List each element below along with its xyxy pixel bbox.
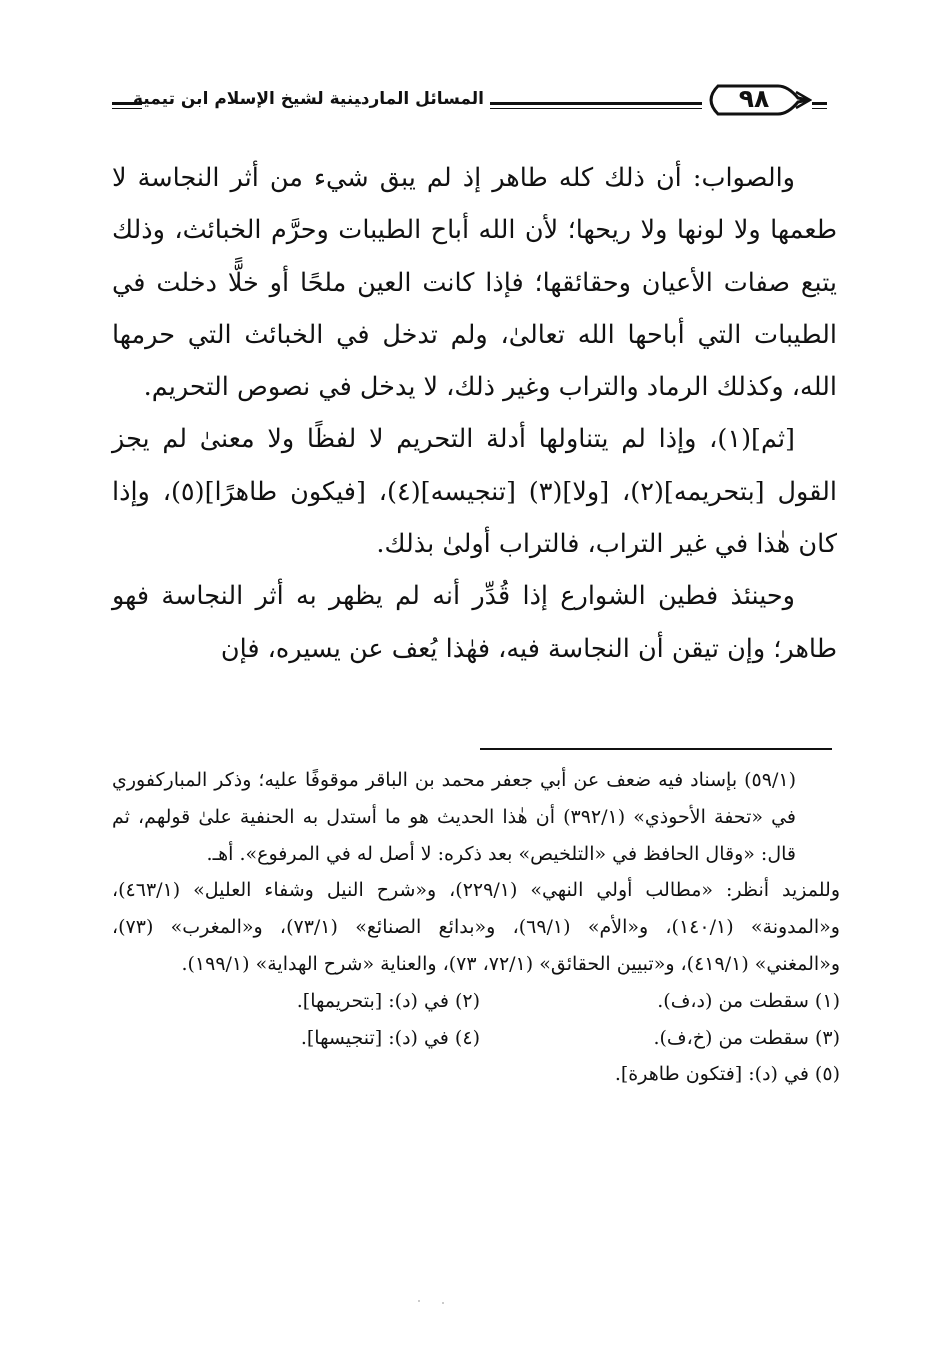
- footnote-5: (٥) في (د): [فتكون طاهرة].: [614, 1063, 840, 1086]
- footnote-separator: [480, 748, 832, 750]
- paragraph-2: [ثم](١)، وإذا لم يتناولها أدلة التحريم لا لفظًا ولا معنىٰ لم يجز القول [بتحريمه](٢)، [ولا](٣) [تنجيسه](٤)، [فيكون طاهرًا](٥)، وإذا كان هٰذا في غير التراب، فالتراب أولىٰ بذلك.: [112, 424, 837, 560]
- footnote-row-1: [112, 983, 840, 1020]
- header-rule-right: [812, 102, 827, 105]
- scan-speck: [418, 1300, 420, 1302]
- footnote-continuation: (٥٩/١) بإسناد فيه ضعف عن أبي جعفر محمد بن الباقر موقوفًا عليه؛ وذكر المباركفوري في «تحفة الأحوذي» (٣٩٢/١) أن هٰذا الحديث هو ما أستدل به الحنفية علىٰ قولهم، ثم قال: «وقال الحافظ في «التلخيص» بعد ذكره: لا أصل له في المرفوع». أهـ.: [112, 769, 796, 865]
- footnote-row-3: [112, 1056, 840, 1093]
- footnote-2: (٢) في (د): [بتحريمها].: [296, 989, 480, 1012]
- running-title: المسائل المارد‍ينية لشيخ الإسلام ابن تيمية: [133, 89, 484, 109]
- footnote-further-reading: وللمزيد أنظر: «مطالب أولي النهي» (٢٢٩/١)، و«شرح النيل وشفاء العليل» (٤٦٣/١)، و«المدونة» (١٤٠/١)، و«الأم» (٦٩/١)، و«بدائع الصنائع» (٧٣/١)، و«المغرب» (٧٣)، و«المغني» (٤١٩/١)، و«تبيين الحقائق» (٧٢/١، ٧٣)، والعناية «شرح الهداية» (١٩٩/١).: [112, 879, 840, 975]
- main-text: [112, 152, 837, 675]
- scan-speck: [442, 1302, 444, 1304]
- page-number: ٩٨: [738, 84, 770, 113]
- footnote-row-2: [112, 1020, 840, 1057]
- footnote-3: (٣) سقطت من (خ،ف).: [653, 1026, 840, 1049]
- running-header: [112, 80, 827, 120]
- footnote-1: (١) سقطت من (د،ف).: [657, 989, 840, 1012]
- header-rule-right-thin: [812, 108, 827, 109]
- page-number-badge: [700, 80, 812, 120]
- paragraph-3: وحينئذ فطين الشوارع إذا قُدِّر أنه لم يظهر به أثر النجاسة فهو طاهر؛ وإن تيقن أن النجاسة فيه، فهٰذا يُعف عن يسيره، فإن: [112, 581, 837, 664]
- footnote-4: (٤) في (د): [تنجيسها].: [300, 1026, 480, 1049]
- paragraph-1: والصواب: أن ذلك كله طاهر إذ لم يبق شيء من أثر النجاسة لا طعمها ولا لونها ولا ريحها؛ لأن الله أباح الطيبات وحرَّم الخبائث، وذلك يتبع صفات الأعيان وحقائقها؛ فإذا كانت العين ملحًا أو خلًّا دخلت في الطيبات التي أباحها الله تعالىٰ، ولم تدخل في الخبائث التي حرمها الله، وكذلك الرماد والتراب وغير ذلك، لا يدخل في نصوص التحريم.: [112, 163, 837, 403]
- header-rule-middle-thin: [490, 108, 702, 109]
- footnotes: [112, 762, 840, 1093]
- header-rule-middle: [490, 102, 702, 105]
